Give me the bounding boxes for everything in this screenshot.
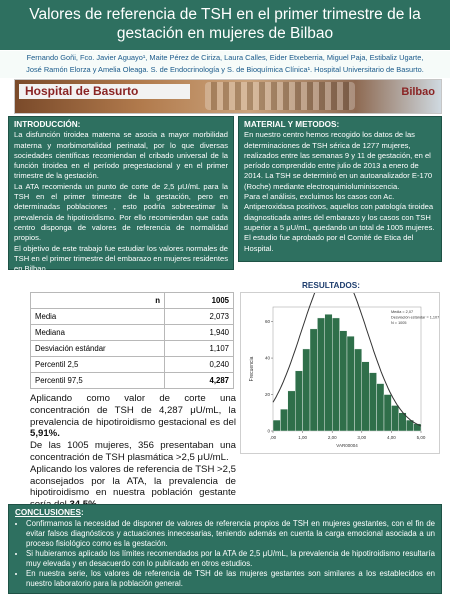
histogram-bar [340, 331, 347, 431]
y-axis-label: Frecuencia [249, 356, 255, 382]
row-value: 0,240 [165, 357, 234, 373]
histogram-bar [303, 349, 310, 431]
histogram-bar [347, 336, 354, 431]
conclusions-heading [15, 508, 435, 518]
results-text-3: Aplicando los valores de referencia de TSH >2,5 aconsejados por la ATA, la prevalencia de hipotiroidismo en nuestra población gestante [30, 463, 236, 499]
table-row [31, 357, 234, 373]
hospital-name: Hospital de Basurto [19, 84, 190, 99]
table-header-row [31, 293, 234, 309]
poster-title: Valores de referencia de TSH en el primer trimestre de la gestación en mujeres de Bilbao [29, 6, 421, 42]
histogram-bar [280, 409, 287, 431]
results-text [30, 393, 236, 511]
city-name: Bilbao [401, 86, 435, 98]
histogram-bar [377, 384, 384, 431]
authors-line-2: José Ramón Elorza y Amelia Oleaga. S. de Endocrinología y S. de Bioquímica Clínica¹. Hospital Universitario de Basurto. [26, 65, 424, 74]
row-value: 1,107 [165, 341, 234, 357]
prevalence-value: 5,91%. [30, 428, 60, 440]
histogram-bar [369, 373, 376, 431]
table-row [31, 309, 234, 325]
histogram-bar [332, 318, 339, 431]
results-heading: RESULTADOS: [302, 281, 360, 290]
list-item: • En nuestra serie, los valores de referencia de TSH de las mujeres gestantes son similares a los establecidos en nuestro laboratorio para la población general. [26, 569, 435, 589]
row-label: Percentil 2,5 [31, 357, 165, 373]
introduction-box [8, 116, 234, 274]
histogram-bar [354, 349, 361, 431]
histogram-bar [384, 395, 391, 431]
authors-line-1: Fernando Goñi, Fco. Javier Aguayo¹, Maite Pérez de Ciriza, Laura Calles, Eider Etxeberria, Miguel Paja, Estibaliz Ugarte, [26, 53, 424, 62]
table-row [31, 373, 234, 389]
row-label: Percentil 97,5 [31, 373, 165, 389]
tsh-histogram [240, 292, 440, 454]
methods-paragraph-2: Para el análisis, excluimos los casos con Ac. Antiperoxidasa positivos, aquellos con patología tiroidea diagnosticada antes del embarazo y los casos con TSH superior a 5 μU/mL, quedando un total de 1005 mujeres. [244, 192, 435, 232]
histogram-bar [273, 420, 280, 431]
row-value: 1,940 [165, 325, 234, 341]
table-header-value: 1005 [165, 293, 234, 309]
introduction-heading: INTRODUCCIÓN: [14, 120, 81, 129]
methods-paragraph-1: En nuestro centro hemos recogido los datos de las determinaciones de TSH sérica de 1277 mujeres, realizados entre las semanas 9 y 11 de gestación, en el período comprendido entre julio de 2013 a enero de 2014. La TSH se determinó en un autoanalizador E-170 (Roche) mediante electroquimioluminiscencia. [244, 130, 433, 191]
conclusions-heading-text: CONCLUSIONES [15, 508, 81, 517]
histogram-bar [362, 362, 369, 431]
legend-entry: Media = 2,07 [391, 310, 414, 314]
histogram-bar [295, 371, 302, 431]
x-axis-label: VAR00004 [336, 443, 358, 448]
table-row [31, 341, 234, 357]
table-header-n: n [31, 293, 165, 309]
methods-heading: MATERIAL Y METODOS: [244, 120, 340, 129]
hospital-banner [14, 79, 442, 114]
x-tick-label: ,00 [269, 435, 277, 440]
histogram-bar [288, 391, 295, 431]
results-paragraph-count: De las 1005 mujeres, 356 presentaban una concentración de TSH plasmática >2,5 μU/mL. [30, 440, 236, 463]
table-row [31, 325, 234, 341]
list-item: • Si hubieramos aplicado los límites recomendados por la ATA de 2,5 μU/mL, la prevalencia de hipotiroidismo resultaría muy elevada y en desacuerdo con lo publicado en otros estudios. [26, 549, 435, 569]
row-value: 2,073 [165, 309, 234, 325]
methods-paragraph-3: El estudio fue aprobado por el Comité de Etica del Hospital. [244, 233, 414, 253]
histogram-bar [391, 405, 398, 431]
row-label: Media [31, 309, 165, 325]
histogram-bar [310, 329, 317, 431]
poster-header [0, 0, 450, 50]
conclusions-box [8, 504, 442, 594]
authors-block [0, 51, 450, 78]
results-paragraph-prevalence [30, 393, 236, 440]
row-label: Mediana [31, 325, 165, 341]
histogram-bar [317, 318, 324, 431]
statistics-table [30, 292, 234, 392]
y-tick-label: 40 [264, 355, 270, 361]
building-photo [205, 82, 355, 110]
legend-entry: Desviación estándar = 1,107 [391, 315, 439, 320]
introduction-paragraph-1: La disfunción tiroidea materna se asocia a mayor morbilidad materna y morbimortalidad perinatal, por lo que diversas sociedades científicas recomiendan el cribado universal de la función tiroidea en el período pregestacional y en el primer trimestre de la gestación. [14, 130, 228, 181]
histogram-svg [241, 293, 439, 453]
legend-entry: N = 1005 [391, 321, 407, 325]
x-tick-label: 5,00 [416, 435, 426, 440]
methods-box [238, 116, 442, 262]
histogram-bar [325, 314, 332, 431]
y-tick-label: 0 [267, 428, 270, 434]
row-value: 4,287 [165, 373, 234, 389]
x-tick-label: 4,00 [387, 435, 396, 440]
row-label: Desviación estándar [31, 341, 165, 357]
conclusions-list [15, 519, 435, 589]
x-tick-label: 3,00 [357, 435, 367, 440]
y-tick-label: 20 [264, 392, 270, 398]
y-tick-label: 60 [264, 319, 270, 325]
x-tick-label: 2,00 [327, 435, 337, 440]
introduction-paragraph-3: El objetivo de este trabajo fue estudiar los valores normales de TSH en el primer trimestre del embarazo en mujeres residentes en Bilbao. [14, 243, 228, 274]
conclusions-heading-colon: : [80, 508, 84, 517]
list-item: • Confirmamos la necesidad de disponer de valores de referencia propios de TSH en mujeres gestantes, con el fin de evitar falsos diagnósticos y actuaciones innecesarias, teniendo además en cuenta la carga emocional asociada a un proceso fisiológico como es la gestación. [26, 519, 435, 549]
results-text-1: Aplicando como valor de corte una concentración de TSH de 4,287 μU/mL, la prevalencia de hipotiroidismo gestacional es del [30, 393, 236, 428]
introduction-paragraph-2: La ATA recomienda un punto de corte de 2,5 μU/mL para la TSH en el primer trimestre de la gestación, pero en determinadas poblaciones , esto podría sobreestimar la prevalencia de hipotiroidismo. Por ello recomiendan que cada centro disponga de valores de referencia de normalidad propios. [14, 181, 228, 243]
x-tick-label: 1,00 [298, 435, 307, 440]
